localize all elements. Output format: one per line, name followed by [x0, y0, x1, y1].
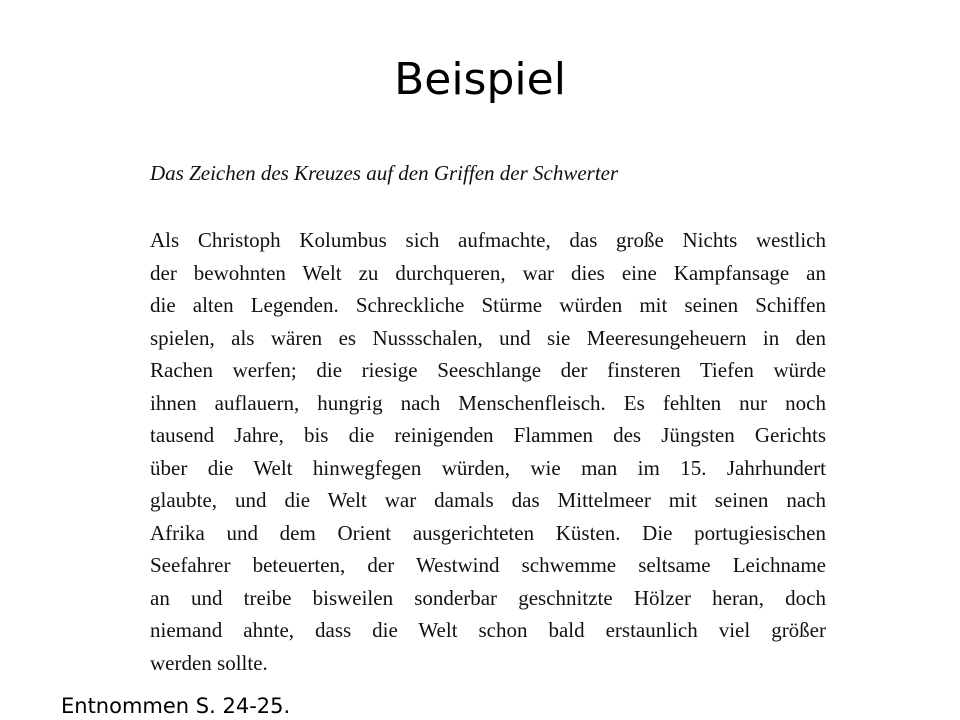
- excerpt-line: Rachen werfen; die riesige Seeschlange der finsteren Tiefen würde: [150, 358, 826, 382]
- excerpt-line: glaubte, und die Welt war damals das Mittelmeer mit seinen nach: [150, 488, 826, 512]
- excerpt-line: Seefahrer beteuerten, der Westwind schwemme seltsame Leichname: [150, 553, 826, 577]
- excerpt-line: der bewohnten Welt zu durchqueren, war dies eine Kampfansage an: [150, 260, 826, 285]
- excerpt-line: tausend Jahre, bis die reinigenden Flammen des Jüngsten Gerichts: [150, 423, 826, 447]
- excerpt-line: Afrika und dem Orient ausgerichteten Küsten. Die portugiesischen: [150, 520, 826, 545]
- excerpt-line: Als Christoph Kolumbus sich aufmachte, das große Nichts westlich: [150, 228, 826, 252]
- excerpt-line: die alten Legenden. Schreckliche Stürme würden mit seinen Schiffen: [150, 293, 826, 317]
- excerpt-heading: Das Zeichen des Kreuzes auf den Griffen der Schwerter: [150, 161, 619, 185]
- excerpt-line: über die Welt hinwegfegen würden, wie man im 15. Jahrhundert: [150, 455, 826, 480]
- slide-title: Beispiel: [394, 54, 566, 105]
- excerpt-line: ihnen auflauern, hungrig nach Menschenfleisch. Es fehlten nur noch: [150, 390, 826, 415]
- excerpt-line: an und treibe bisweilen sonderbar geschnitzte Hölzer heran, doch: [150, 585, 826, 610]
- excerpt-line: niemand ahnte, dass die Welt schon bald erstaunlich viel größer: [150, 618, 826, 642]
- excerpt-line-last: werden sollte.: [150, 650, 268, 675]
- book-excerpt: [150, 158, 826, 679]
- source-note: Entnommen S. 24-25.: [61, 694, 291, 718]
- excerpt-body: [150, 224, 826, 679]
- excerpt-line: spielen, als wären es Nussschalen, und sie Meeresungeheuern in den: [150, 325, 826, 350]
